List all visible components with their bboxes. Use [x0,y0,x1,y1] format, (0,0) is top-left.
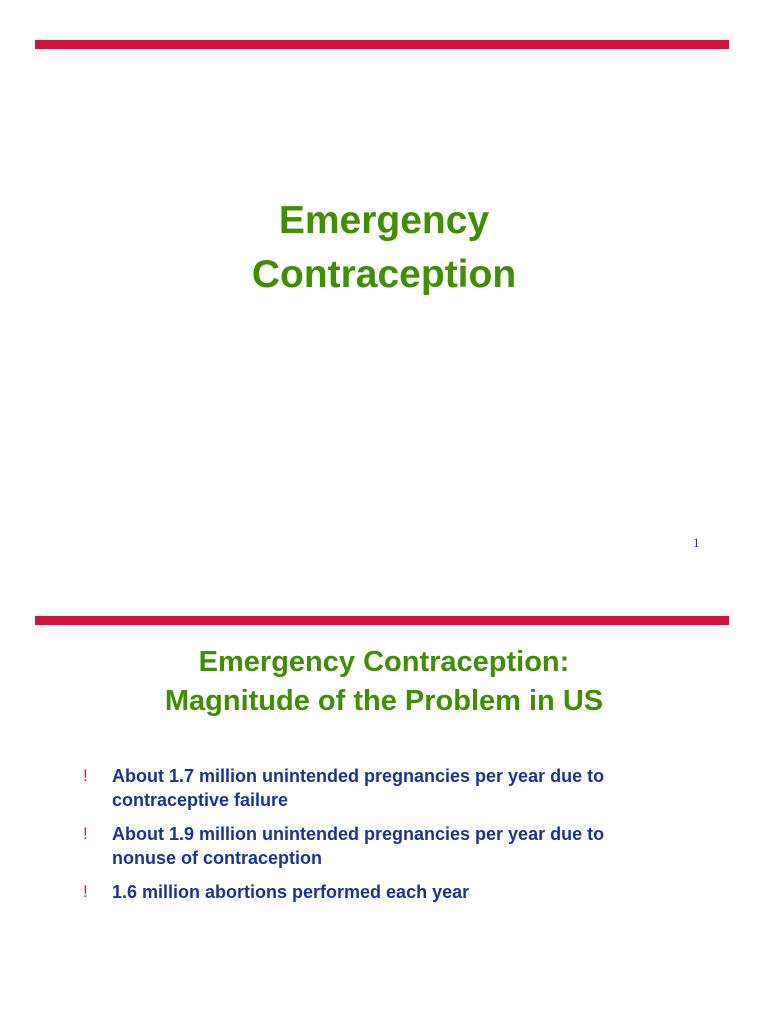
slide2-title [0,643,768,721]
list-item [0,764,768,812]
slide1-title [0,194,768,302]
bullet-text: About 1.7 million unintended pregnancies per year due to contraceptive failure [112,766,605,810]
bullet-exclamation-icon: ! [83,766,88,785]
slide1-title-line1: Emergency [278,199,490,242]
page-number: 1 [693,535,700,550]
list-item [0,880,768,904]
slide1-title-line2: Contraception [251,253,517,296]
middle-divider-rule [35,616,729,625]
bullet-list [0,764,768,914]
bullet-exclamation-icon: ! [83,824,88,843]
list-item [0,822,768,870]
bullet-text: 1.6 million abortions performed each year [112,882,470,902]
slide2-title-line1: Emergency Contraception: [198,646,570,678]
bullet-text: About 1.9 million unintended pregnancies per year due to nonuse of contraception [112,824,605,868]
top-divider-rule [35,40,729,49]
slide2-title-line2: Magnitude of the Problem in US [164,685,604,717]
bullet-exclamation-icon: ! [83,882,88,901]
